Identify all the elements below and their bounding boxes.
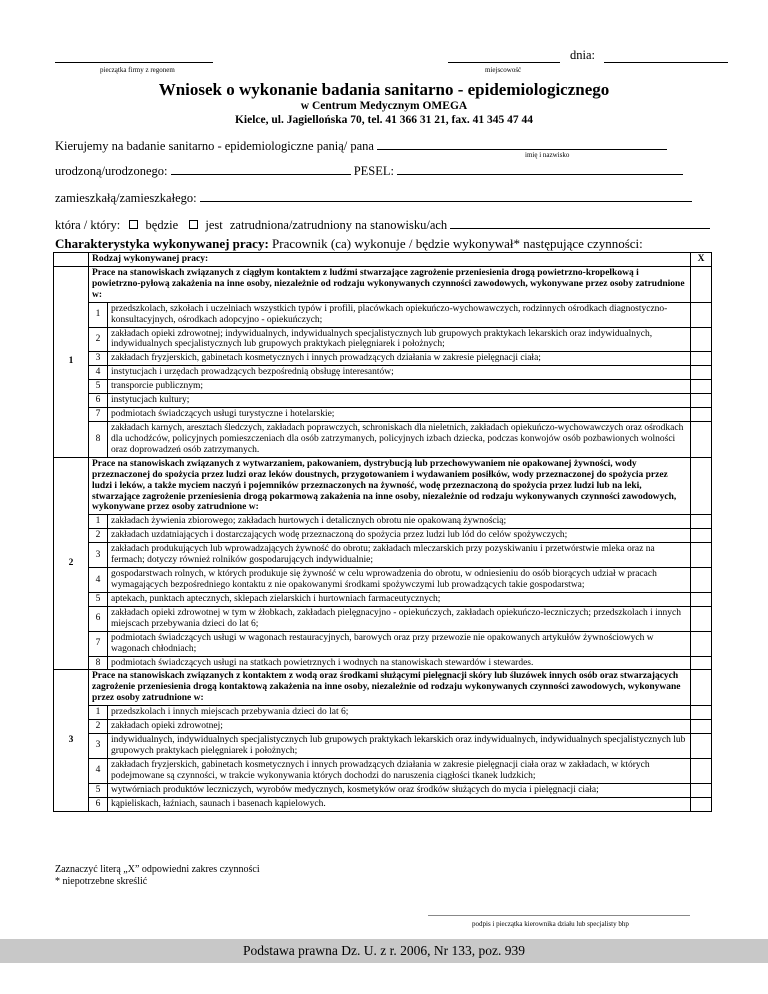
item-text: podmiotach świadczących usługi turystyczne i hotelarskie; — [108, 408, 691, 422]
group-mark-cell[interactable] — [691, 266, 712, 302]
table-header-row — [54, 253, 712, 267]
table-row — [54, 631, 712, 656]
item-mark-cell[interactable] — [691, 656, 712, 670]
item-text: przedszkolach i innych miejscach przebywania dzieci do lat 6; — [108, 706, 691, 720]
group-row — [54, 670, 712, 706]
item-mark-cell[interactable] — [691, 529, 712, 543]
group-row — [54, 457, 712, 515]
table-row — [54, 515, 712, 529]
signature-line[interactable] — [428, 915, 690, 916]
item-text: kąpieliskach, łaźniach, saunach i basenach kąpielowych. — [108, 797, 691, 811]
center-name: w Centrum Medycznym OMEGA — [300, 100, 468, 112]
table-row — [54, 720, 712, 734]
referral-row — [55, 139, 667, 154]
item-number: 5 — [89, 592, 108, 606]
born-label: urodzoną/urodzonego: — [55, 164, 168, 178]
page-title: Wniosek o wykonanie badania sanitarno - epidemiologicznego — [158, 80, 610, 99]
item-text: transporcie publicznym; — [108, 380, 691, 394]
item-number: 6 — [89, 394, 108, 408]
item-number: 8 — [89, 656, 108, 670]
resident-row — [55, 191, 692, 206]
item-number: 7 — [89, 631, 108, 656]
employment-prefix: która / który: — [55, 218, 121, 232]
table-row — [54, 606, 712, 631]
item-text: zakładach fryzjerskich, gabinetach kosmetycznych i innych prowadzących działania w zakresie pielęgnacji ciała oraz w zakładach, w których podejmowane są czynności, w trakcie wykonywania których dochodzi do naruszenia ciągłości tkanek ludzkich; — [108, 758, 691, 783]
table-row — [54, 394, 712, 408]
item-mark-cell[interactable] — [691, 606, 712, 631]
item-mark-cell[interactable] — [691, 366, 712, 380]
place-caption: miejscowość — [485, 66, 522, 74]
item-number: 1 — [89, 515, 108, 529]
item-text: gospodarstwach rolnych, w których produkuje się żywność w celu wprowadzenia do obrotu, w odniesieniu do osób biorących udział w pracach wymagających bezpośredniego kontaktu z nie opakowanymi środkami spożywczymi lub prowadzących takie gospodarstwa; — [108, 568, 691, 593]
table-row — [54, 758, 712, 783]
item-text: zakładach uzdatniających i dostarczających wodę przeznaczoną do spożycia przez ludzi lub lód do celów spożywczych; — [108, 529, 691, 543]
group-description: Prace na stanowiskach związanych z ciągłym kontaktem z ludźmi stwarzające zagrożenie przeniesienia drogą powietrzno-kropelkową i powietrzno-pyłową zakażenia na inne osoby, niezależnie od rodzaju wykonywanych czynności zawodowych, wykonywane przez osoby zatrudnione w: — [89, 266, 691, 302]
group-number: 3 — [54, 670, 89, 811]
position-input[interactable] — [450, 218, 710, 229]
center-address: Kielce, ul. Jagiellońska 70, tel. 41 366 31 21, fax. 41 345 47 44 — [234, 114, 534, 126]
characteristics-title: Charakterystyka wykonywanej pracy: — [55, 236, 269, 251]
item-text: podmiotach świadczących usługi w wagonach restauracyjnych, barowych oraz przy przewozie nie opakowanych artykułów żywnościowych w wagonach chłodniach; — [108, 631, 691, 656]
name-caption: imię i nazwisko — [525, 151, 570, 159]
pesel-label: PESEL: — [353, 164, 395, 178]
item-text: podmiotach świadczących usługi na statkach powietrznych i wodnych na stanowiskach stewardów i stewardes. — [108, 656, 691, 670]
item-text: zakładach fryzjerskich, gabinetach kosmetycznych i innych prowadzących działania w zakresie pielęgnacji ciała; — [108, 352, 691, 366]
item-text: zakładach produkujących lub wprowadzających żywność do obrotu; zakładach mleczarskich przy pozyskiwaniu i przetwórstwie mleka oraz na fermach; dotyczy również rolników gospodarujących indywidualnie; — [108, 543, 691, 568]
stamp-line — [55, 62, 213, 63]
item-mark-cell[interactable] — [691, 327, 712, 352]
table-row — [54, 352, 712, 366]
table-row — [54, 706, 712, 720]
item-text: zakładach opieki zdrowotnej; — [108, 720, 691, 734]
table-row — [54, 592, 712, 606]
item-number: 1 — [89, 302, 108, 327]
date-label: dnia: — [570, 48, 595, 62]
group-row — [54, 266, 712, 302]
item-number: 8 — [89, 421, 108, 457]
table-row — [54, 408, 712, 422]
table-row — [54, 327, 712, 352]
work-type-table — [53, 252, 712, 812]
item-mark-cell[interactable] — [691, 706, 712, 720]
item-mark-cell[interactable] — [691, 352, 712, 366]
table-row — [54, 543, 712, 568]
table-row — [54, 734, 712, 759]
legal-basis-bar: Podstawa prawna Dz. U. z r. 2006, Nr 133, poz. 939 — [0, 939, 768, 963]
item-number: 4 — [89, 568, 108, 593]
table-row — [54, 529, 712, 543]
date-line[interactable] — [604, 62, 728, 63]
referral-label: Kierujemy na badanie sanitarno - epidemiologiczne panią/ pana — [55, 139, 374, 153]
group-mark-cell[interactable] — [691, 457, 712, 515]
item-text: wytwórniach produktów leczniczych, wyrobów medycznych, kosmetyków oraz środków służących do mycia i pielęgnacji ciała; — [108, 783, 691, 797]
pesel-input[interactable] — [397, 164, 683, 175]
item-mark-cell[interactable] — [691, 421, 712, 457]
item-number: 5 — [89, 380, 108, 394]
item-text: instytucjach i urzędach prowadzących bezpośrednią obsługę interesantów; — [108, 366, 691, 380]
item-text: zakładach opieki zdrowotnej; indywidualnych, indywidualnych specjalistycznych lub grupowych praktykach lekarskich oraz indywidualnych, indywidualnych specjalistycznych lub grupowych praktykach pielęgniarek i położnych; — [108, 327, 691, 352]
group-number: 1 — [54, 266, 89, 457]
table-row — [54, 568, 712, 593]
option-will-be: będzie — [145, 218, 179, 232]
birth-input[interactable] — [171, 164, 351, 175]
characteristics-description: Pracownik (ca) wykonuje / będzie wykonywał* następujące czynności: — [272, 236, 643, 251]
born-row — [55, 164, 683, 179]
characteristics-row — [55, 236, 643, 252]
employment-row — [55, 218, 710, 233]
stamp-caption: pieczątka firmy z regonem — [100, 66, 175, 74]
item-number: 5 — [89, 783, 108, 797]
item-mark-cell[interactable] — [691, 797, 712, 811]
item-mark-cell[interactable] — [691, 758, 712, 783]
item-number: 1 — [89, 706, 108, 720]
item-text: instytucjach kultury; — [108, 394, 691, 408]
item-mark-cell[interactable] — [691, 380, 712, 394]
table-row — [54, 380, 712, 394]
item-mark-cell[interactable] — [691, 631, 712, 656]
item-number: 2 — [89, 327, 108, 352]
item-text: indywidualnych, indywidualnych specjalistycznych lub grupowych praktykach lekarskich oraz indywidualnych, indywidualnych specjalistycznych lub grupowych praktykach pielęgniarek i położnych; — [108, 734, 691, 759]
item-number: 3 — [89, 543, 108, 568]
item-mark-cell[interactable] — [691, 568, 712, 593]
address-input[interactable] — [200, 191, 692, 202]
item-text: zakładach opieki zdrowotnej w tym w żłobkach, zakładach pielęgnacyjno - opiekuńczych, zakładach opiekuńczo-leczniczych; przedszkolach i innych miejscach przebywania dzieci do lat 6; — [108, 606, 691, 631]
group-mark-cell[interactable] — [691, 670, 712, 706]
table-row — [54, 656, 712, 670]
item-mark-cell[interactable] — [691, 515, 712, 529]
asterisk-note: * niepotrzebne skreślić — [55, 876, 148, 887]
name-input[interactable] — [377, 139, 667, 150]
item-mark-cell[interactable] — [691, 734, 712, 759]
item-number: 3 — [89, 352, 108, 366]
item-number: 6 — [89, 797, 108, 811]
item-number: 7 — [89, 408, 108, 422]
header-mark: X — [691, 253, 712, 267]
item-number: 2 — [89, 529, 108, 543]
table-row — [54, 366, 712, 380]
item-text: przedszkolach, szkołach i uczelniach wszystkich typów i profili, placówkach opiekuńczo-wychowawczych, rodzinnych ośrodkach diagnostyczno-konsultacyjnych, ośrodkach adopcyjno - opiekuńczych; — [108, 302, 691, 327]
header-number-cell — [54, 253, 89, 267]
employment-suffix: zatrudniona/zatrudniony na stanowisku/ach — [229, 218, 448, 232]
group-description: Prace na stanowiskach związanych z wytwarzaniem, pakowaniem, dystrybucją lub przechowywaniem nie opakowanej żywności, wody przeznaczonej do spożycia przez ludzi oraz leków doustnych, przygotowaniem i wydawaniem posiłków, wody przeznaczonej do spożycia przez ludzi i leków, a także myciem naczyń i pojemników przeznaczonych na żywność, wodę przeznaczoną do spożycia przez ludzi lub na leki, stwarzające zagrożenie przeniesienia drogą pokarmową zakażenia na inne osoby, niezależnie od rodzaju wykonywanych czynności zawodowych, wykonywane przez osoby zatrudnione w: — [89, 457, 691, 515]
option-is: jest — [205, 218, 223, 232]
checkbox-will-be[interactable] — [129, 220, 138, 229]
item-number: 3 — [89, 734, 108, 759]
item-mark-cell[interactable] — [691, 408, 712, 422]
resident-label: zamieszkałą/zamieszkałego: — [55, 191, 197, 205]
item-text: zakładach żywienia zbiorowego; zakładach hurtowych i detalicznych obrotu nie opakowaną żywnością; — [108, 515, 691, 529]
header-label: Rodzaj wykonywanej pracy: — [89, 253, 691, 267]
checkbox-is[interactable] — [189, 220, 198, 229]
item-mark-cell[interactable] — [691, 720, 712, 734]
table-row — [54, 421, 712, 457]
item-mark-cell[interactable] — [691, 543, 712, 568]
table-row — [54, 797, 712, 811]
table-row — [54, 302, 712, 327]
item-text: zakładach karnych, aresztach śledczych, zakładach poprawczych, schroniskach dla nieletnich, zakładach opiekuńczo-wychowawczych oraz ośrodkach dla uchodźców, policyjnych pomieszczeniach dla osób zatrzymanych, policyjnych izbach dziecka, podczas konwojów osób pozbawionych wolności oraz doprowadzeń osób zatrzymanych. — [108, 421, 691, 457]
item-mark-cell[interactable] — [691, 302, 712, 327]
item-text: aptekach, punktach aptecznych, sklepach zielarskich i hurtowniach farmaceutycznych; — [108, 592, 691, 606]
item-mark-cell[interactable] — [691, 783, 712, 797]
place-line[interactable] — [448, 62, 560, 63]
item-mark-cell[interactable] — [691, 394, 712, 408]
item-mark-cell[interactable] — [691, 592, 712, 606]
group-number: 2 — [54, 457, 89, 670]
item-number: 4 — [89, 758, 108, 783]
item-number: 4 — [89, 366, 108, 380]
item-number: 2 — [89, 720, 108, 734]
item-number: 6 — [89, 606, 108, 631]
signature-caption: podpis i pieczątka kierownika działu lub specjalisty bhp — [472, 920, 629, 928]
group-description: Prace na stanowiskach związanych z kontaktem z wodą oraz środkami służącymi pielęgnacji skóry lub śluzówek innych osób oraz stwarzających zagrożenie przeniesienia drogą kontaktową zakażenia na inne osoby, niezależnie od rodzaju wykonywanych czynności zawodowych, wykonywane przez osoby zatrudnione w: — [89, 670, 691, 706]
instruction-note: Zaznaczyć literą „X” odpowiedni zakres czynności — [55, 864, 260, 875]
table-row — [54, 783, 712, 797]
